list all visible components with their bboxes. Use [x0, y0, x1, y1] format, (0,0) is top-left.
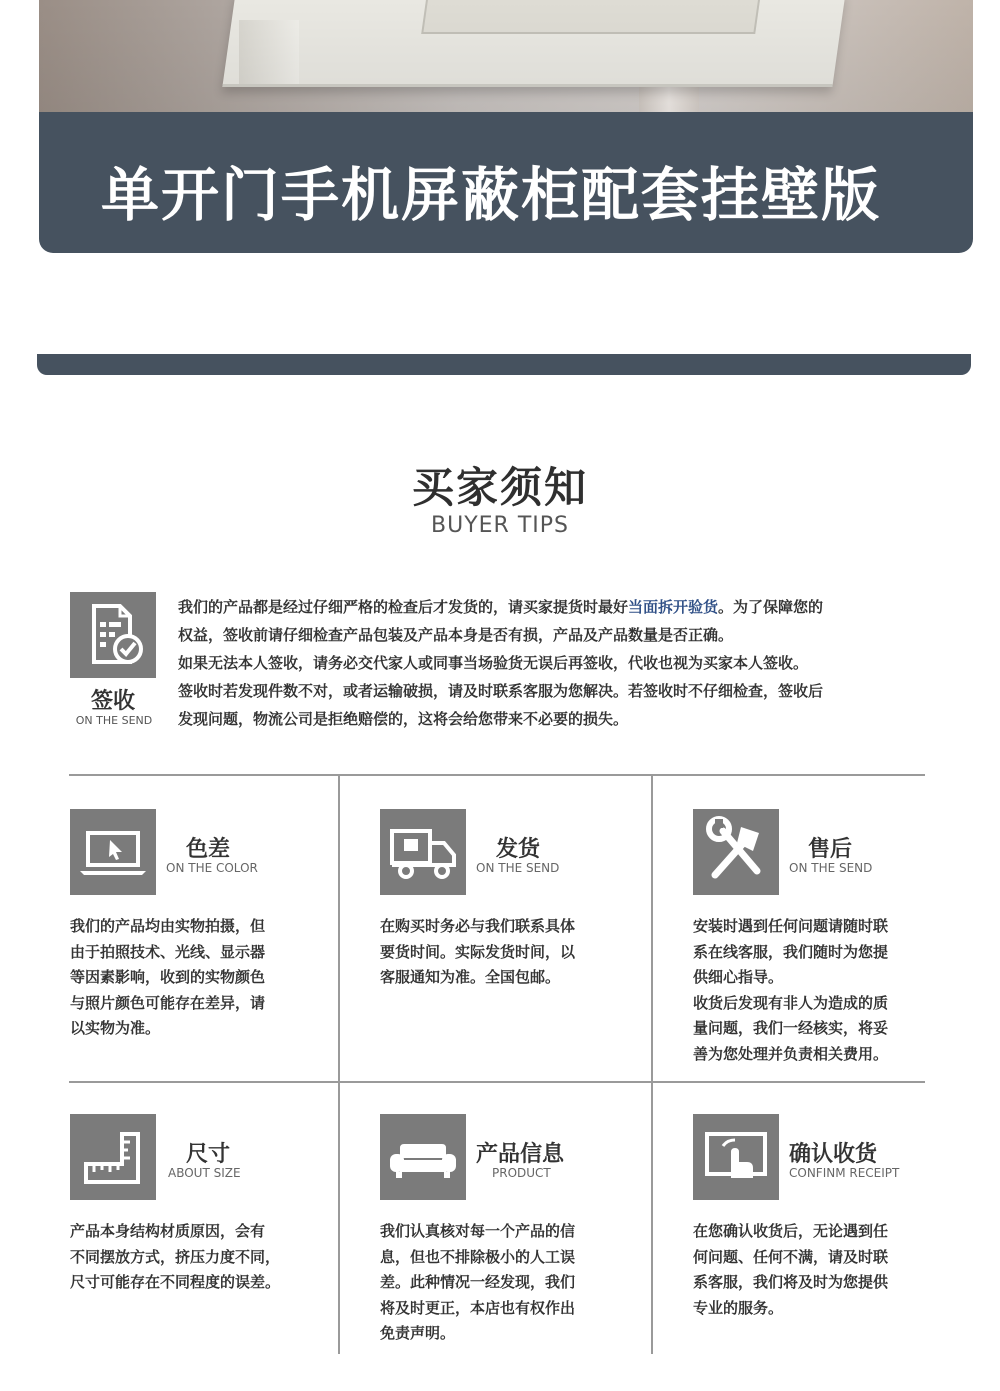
highlight-text: 当面拆开验货 [628, 598, 719, 616]
sign-title: 签收 [90, 689, 135, 714]
product-photo [39, 0, 973, 112]
banner-title: 单开门手机屏蔽柜配套挂壁版 [101, 161, 882, 229]
hammer-wrench-icon [693, 809, 779, 895]
delivery-truck-icon [380, 809, 466, 895]
cell-title-product: 产品信息 [476, 1142, 565, 1167]
cell-subtitle-color: ON THE COLOR [166, 861, 258, 875]
cell-text-size: 产品本身结构材质原因，会有 不同摆放方式，挤压力度不同， 尺寸可能存在不同程度的误差。 [70, 1222, 281, 1291]
grid-line-top [69, 774, 925, 776]
sofa-icon [380, 1114, 466, 1200]
cell-title-shipping: 发货 [496, 837, 541, 862]
grid-line-right [651, 776, 653, 1354]
cell-title-color: 色差 [186, 837, 231, 862]
sign-subtitle: ON THE SEND [75, 714, 153, 727]
grid-line-middle [69, 1081, 925, 1083]
cell-text-product: 我们认真核对每一个产品的信 息，但也不排除极小的人工误 差。此种情况一经发现，我们 将及时更正，本店也有权作出 免责声明。 [380, 1222, 576, 1342]
cell-subtitle-receipt: CONFINM RECEIPT [789, 1166, 900, 1180]
cell-title-aftersale: 售后 [808, 837, 853, 862]
cell-subtitle-shipping: ON THE SEND [476, 861, 560, 875]
cell-text-aftersale: 安装时遇到任何问题请随时联 系在线客服，我们随时为您提 供细心指导。 收货后发现有非人为造成的质 量问题，我们一经核实，将妥 善为您处理并负责相关费用。 [693, 917, 889, 1063]
section-subtitle: BUYER TIPS [431, 513, 569, 538]
document-check-icon [70, 592, 156, 678]
touch-screen-icon [693, 1114, 779, 1200]
cell-text-receipt: 在您确认收货后，无论遇到任 何问题、任何不满，请及时联 系客服，我们将及时为您提供 专业的服务。 [693, 1222, 889, 1317]
ruler-icon [70, 1114, 156, 1200]
sign-paragraph: 我们的产品都是经过仔细严格的检查后才发货的，请买家提货时最好当面拆开验货。为了保障您的 权益，签收前请仔细检查产品包装及产品本身是否有损，产品及产品数量是否正确。 如果无法本人签收，请务必交代家人或同事当场验货无误后再签收，代收也视为买家本人签收。 签收时若发现件数不对，或者运输破损，请及时联系客服为您解决。若签收时不仔细检查，签收后 发现问题，物流公司是拒绝赔偿的，这将会给您带来不必要的损失。 [178, 598, 824, 728]
cell-title-receipt: 确认收货 [789, 1142, 878, 1167]
cell-title-size: 尺寸 [186, 1142, 231, 1167]
cell-subtitle-aftersale: ON THE SEND [789, 861, 873, 875]
cell-text-shipping: 在购买时务必与我们联系具体 要货时间。实际发货时间，以 客服通知为准。全国包邮。 [380, 917, 576, 986]
cell-text-color: 我们的产品均由实物拍摄，但 由于拍照技术、光线、显示器 等因素影响，收到的实物颜色 与照片颜色可能存在差异，请 以实物为准。 [70, 917, 266, 1037]
section-divider [37, 354, 971, 375]
section-title: 买家须知 [411, 463, 588, 512]
cell-subtitle-product: PRODUCT [492, 1166, 551, 1180]
cell-subtitle-size: ABOUT SIZE [168, 1166, 241, 1180]
grid-line-left [338, 776, 340, 1354]
product-banner [39, 0, 973, 253]
laptop-cursor-icon [70, 809, 156, 895]
